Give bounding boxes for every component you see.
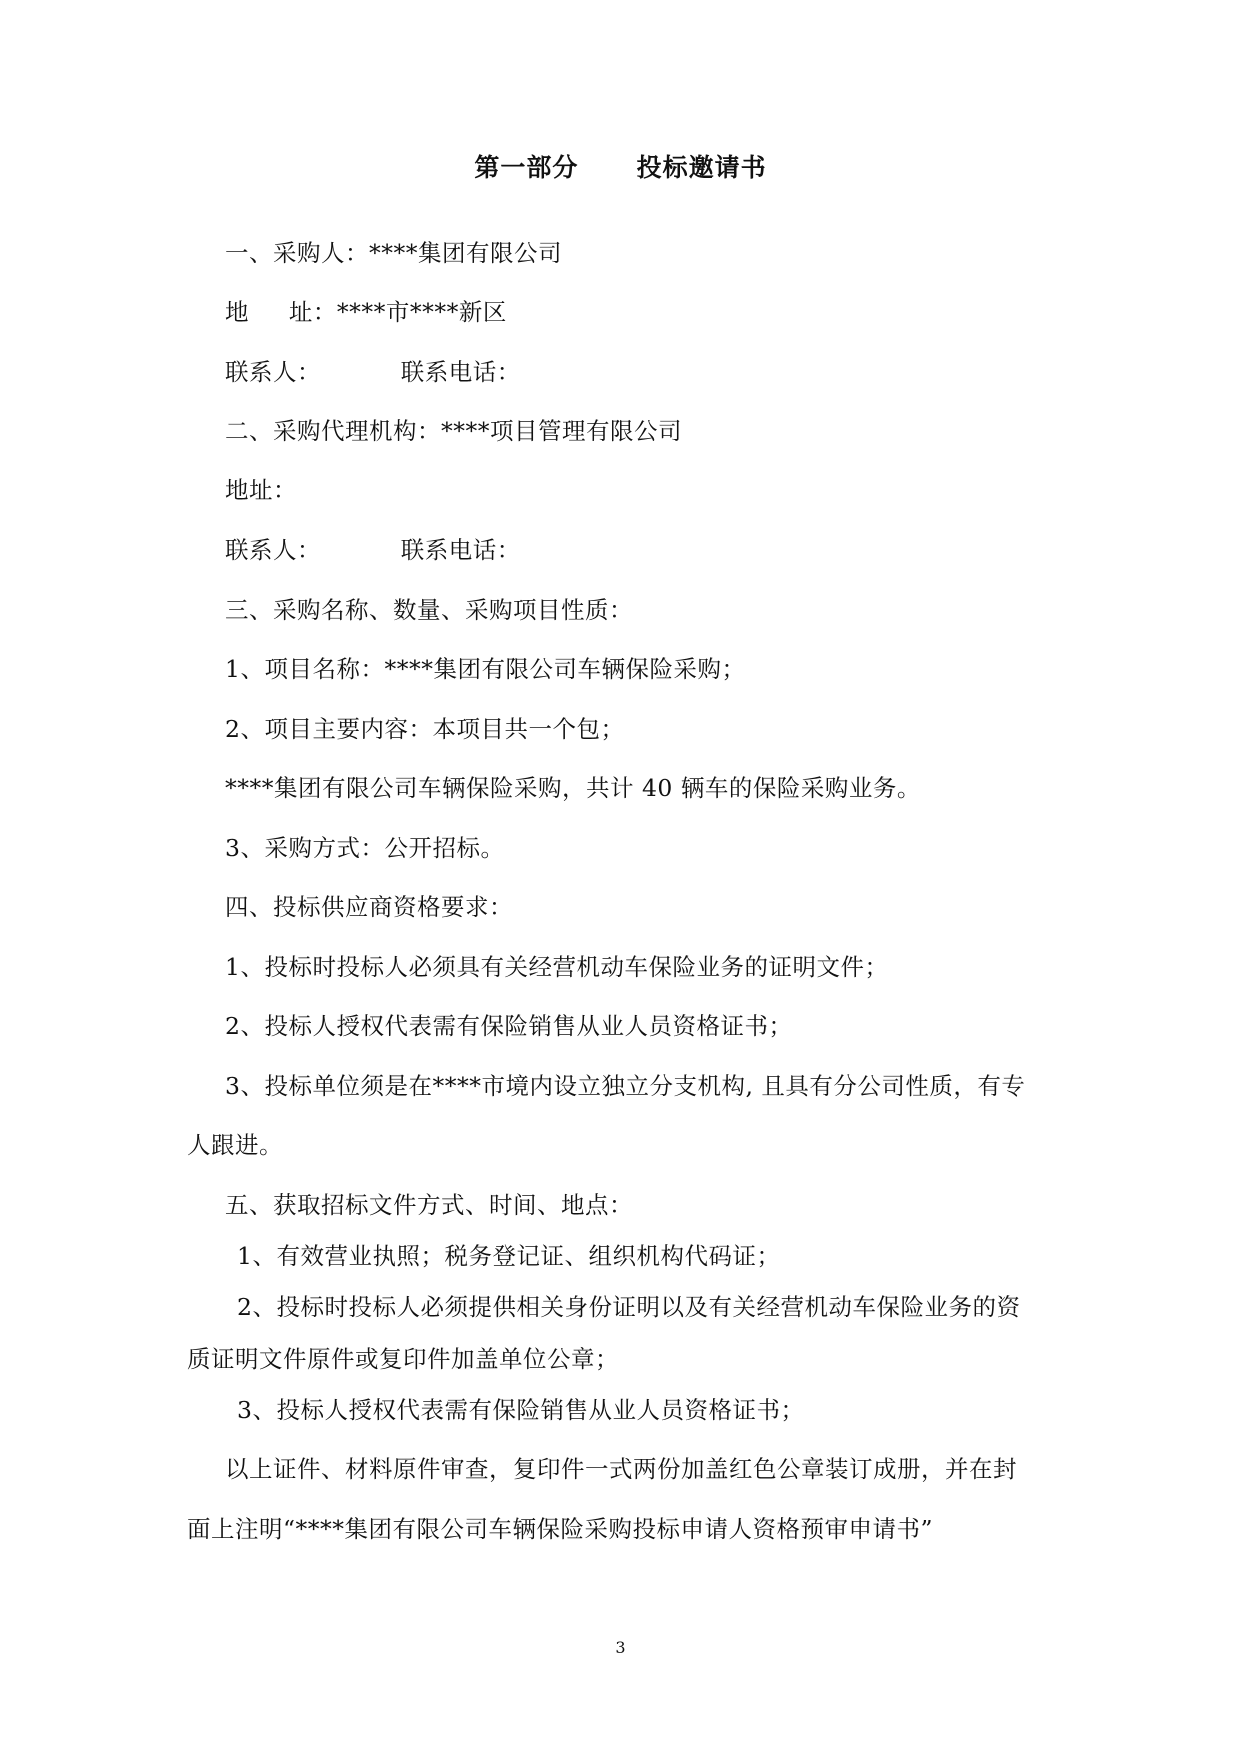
- requirement-3-line: 3、投标单位须是在****市境内设立独立分支机构, 且具有分公司性质，有专: [225, 1072, 1026, 1100]
- closing-paragraph-line-1: 以上证件、材料原件审查，复印件一式两份加盖红色公章装订成册，并在封: [225, 1455, 1017, 1483]
- requirement-1-line: 1、投标时投标人必须具有关经营机动车保险业务的证明文件；: [225, 953, 889, 981]
- page-number: 3: [615, 1638, 626, 1657]
- purchaser-address-line: 地 址：****市****新区: [225, 298, 507, 326]
- document-item-3-line: 3、投标人授权代表需有保险销售从业人员资格证书；: [237, 1396, 805, 1424]
- project-content-line: 2、项目主要内容：本项目共一个包；: [225, 715, 625, 743]
- project-name-line: 1、项目名称：****集团有限公司车辆保险采购；: [225, 655, 746, 683]
- section-four-heading: 四、投标供应商资格要求：: [225, 893, 513, 921]
- agency-line: 二、采购代理机构：****项目管理有限公司: [225, 417, 682, 445]
- agency-contact-line: 联系人： 联系电话：: [225, 536, 521, 564]
- section-five-heading: 五、获取招标文件方式、时间、地点：: [225, 1191, 633, 1219]
- requirement-2-line: 2、投标人授权代表需有保险销售从业人员资格证书；: [225, 1012, 793, 1040]
- project-detail-line: ****集团有限公司车辆保险采购，共计 40 辆车的保险采购业务。: [225, 774, 921, 802]
- purchaser-contact-line: 联系人： 联系电话：: [225, 358, 521, 386]
- closing-paragraph-line-2: 面上注明“****集团有限公司车辆保险采购投标申请人资格预审申请书”: [187, 1515, 934, 1543]
- requirement-3-continuation: 人跟进。: [187, 1131, 283, 1159]
- section-three-heading: 三、采购名称、数量、采购项目性质：: [225, 596, 633, 624]
- purchaser-line: 一、采购人：****集团有限公司: [225, 239, 562, 267]
- agency-address-line: 地址：: [225, 476, 297, 504]
- procurement-method-line: 3、采购方式：公开招标。: [225, 834, 505, 862]
- document-item-2-continuation: 质证明文件原件或复印件加盖单位公章；: [187, 1345, 619, 1373]
- document-item-2-line: 2、投标时投标人必须提供相关身份证明以及有关经营机动车保险业务的资: [237, 1293, 1021, 1321]
- page-title: 第一部分 投标邀请书: [474, 153, 767, 182]
- document-item-1-line: 1、有效营业执照；税务登记证、组织机构代码证；: [237, 1242, 781, 1270]
